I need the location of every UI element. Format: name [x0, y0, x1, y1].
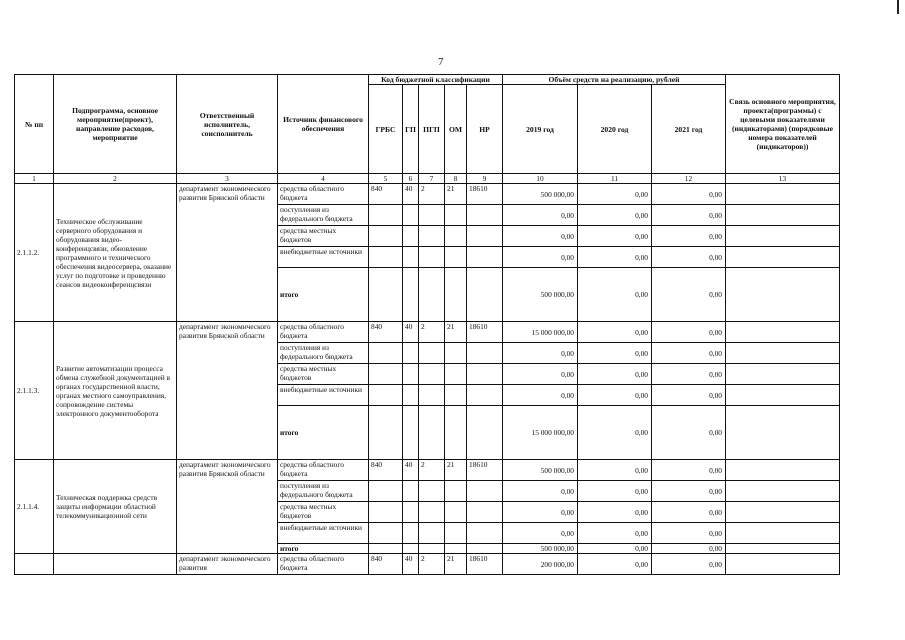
header-grbs: ГРБС [369, 85, 403, 174]
code-gp: 40 [403, 460, 419, 481]
amount-2020: 0,00 [578, 460, 652, 481]
amount-2019: 0,00 [503, 385, 578, 406]
source-regional: средства областного бюджета [278, 460, 369, 481]
column-number: 9 [467, 174, 503, 184]
code-om: 21 [445, 184, 467, 205]
code-om: 21 [445, 554, 467, 575]
total-2020: 0,00 [578, 406, 652, 460]
header-code-group: Код бюджетной классификации [369, 75, 503, 85]
amount-2020: 0,00 [578, 343, 652, 364]
amount-2019: 0,00 [503, 523, 578, 544]
total-2020: 0,00 [578, 268, 652, 322]
amount-2019: 500 000,00 [503, 460, 578, 481]
table-row [15, 554, 840, 575]
code-pgp: 2 [419, 184, 445, 205]
amount-2020: 0,00 [578, 205, 652, 226]
amount-2019: 200 000,00 [503, 554, 578, 575]
source-regional: средства областного бюджета [278, 554, 369, 575]
header-2020: 2020 год [578, 85, 652, 174]
amount-2019: 15 000 000,00 [503, 322, 578, 343]
source-local: средства местных бюджетов [278, 226, 369, 247]
amount-2020: 0,00 [578, 502, 652, 523]
code-grbs: 840 [369, 554, 403, 575]
amount-2021: 0,00 [652, 364, 726, 385]
code-om: 21 [445, 322, 467, 343]
amount-2021: 0,00 [652, 184, 726, 205]
total-2019: 15 000 000,00 [503, 406, 578, 460]
measure-number: 2.1.1.3. [15, 322, 54, 460]
total-2019: 500 000,00 [503, 268, 578, 322]
column-number: 5 [369, 174, 403, 184]
code-gp: 40 [403, 184, 419, 205]
column-number: 2 [54, 174, 177, 184]
code-gp: 40 [403, 322, 419, 343]
code-grbs: 840 [369, 322, 403, 343]
header-source: Источник финансового обеспечения [278, 75, 369, 174]
source-regional: средства областного бюджета [278, 322, 369, 343]
source-federal: поступления из федерального бюджета [278, 343, 369, 364]
measure-responsible: департамент экономического развития Брянской области [177, 460, 278, 554]
measure-responsible: департамент экономического развития Брянской области [177, 322, 278, 460]
code-nr: 18610 [467, 554, 503, 575]
amount-2019: 0,00 [503, 205, 578, 226]
column-number-row [15, 174, 840, 184]
link-cell [726, 343, 840, 364]
column-number: 1 [15, 174, 54, 184]
header-pgp: ПГП [419, 85, 445, 174]
table-row [15, 322, 840, 343]
code-pgp: 2 [419, 554, 445, 575]
link-cell [726, 554, 840, 575]
page-number: 7 [438, 56, 444, 68]
measure-number: 2.1.1.2. [15, 184, 54, 322]
measure-name [54, 554, 177, 575]
header-volume-group: Объём средств на реализацию, рублей [503, 75, 726, 85]
measure-number [15, 554, 54, 575]
column-number: 8 [445, 174, 467, 184]
column-number: 13 [726, 174, 840, 184]
code-gp: 40 [403, 554, 419, 575]
header-2021: 2021 год [652, 85, 726, 174]
column-number: 12 [652, 174, 726, 184]
link-cell [726, 184, 840, 205]
code-om: 21 [445, 460, 467, 481]
measure-responsible: департамент экономического развития Брянской области [177, 184, 278, 322]
amount-2021: 0,00 [652, 460, 726, 481]
source-local: средства местных бюджетов [278, 502, 369, 523]
amount-2021: 0,00 [652, 523, 726, 544]
code-nr: 18610 [467, 460, 503, 481]
amount-2021: 0,00 [652, 247, 726, 268]
measure-number: 2.1.1.4. [15, 460, 54, 554]
link-cell [726, 385, 840, 406]
header-name: Подпрограмма, основное мероприятие(проект), направление расходов, мероприятие [54, 75, 177, 174]
budget-table [14, 74, 840, 575]
amount-2019: 0,00 [503, 502, 578, 523]
table-row [15, 460, 840, 481]
measure-block [15, 184, 840, 322]
measure-responsible: департамент экономического развития [177, 554, 278, 575]
measure-name: Техническое обслуживание серверного оборудования и оборудования видео-конференцсвязи, обновление программного и технического обеспечения видеосервера, оказание услуг по подготовке и проведению сеансов видеоконференцсвязи [54, 184, 177, 322]
source-total: итого [278, 268, 369, 322]
code-pgp: 2 [419, 460, 445, 481]
source-total: итого [278, 406, 369, 460]
link-cell [726, 502, 840, 523]
link-cell [726, 523, 840, 544]
link-cell [726, 364, 840, 385]
column-number: 6 [403, 174, 419, 184]
amount-2021: 0,00 [652, 554, 726, 575]
link-cell [726, 460, 840, 481]
amount-2019: 0,00 [503, 226, 578, 247]
column-number: 3 [177, 174, 278, 184]
code-grbs: 840 [369, 460, 403, 481]
link-cell [726, 268, 840, 322]
amount-2021: 0,00 [652, 226, 726, 247]
measure-name: Техническая поддержка средств защиты информации областной телекоммуникационной сети [54, 460, 177, 554]
amount-2020: 0,00 [578, 226, 652, 247]
measure-name: Развитие автоматизации процесса обмена служебной документацией в органах государственной власти, органах местного самоуправления, сопровождение системы электронного документооборота [54, 322, 177, 460]
measure-block [15, 322, 840, 460]
amount-2020: 0,00 [578, 554, 652, 575]
amount-2019: 0,00 [503, 247, 578, 268]
code-grbs: 840 [369, 184, 403, 205]
header-link: Связь основного мероприятия, проекта(программы) с целевыми показателями (индикаторами) (порядковые номера показателей (индикаторов)) [726, 75, 840, 174]
source-local: средства местных бюджетов [278, 364, 369, 385]
column-number: 11 [578, 174, 652, 184]
header-no: № пп [15, 75, 54, 174]
header-om: ОМ [445, 85, 467, 174]
amount-2020: 0,00 [578, 247, 652, 268]
column-number: 10 [503, 174, 578, 184]
total-2019: 500 000,00 [503, 544, 578, 554]
measure-block [15, 554, 840, 575]
amount-2021: 0,00 [652, 205, 726, 226]
link-cell [726, 247, 840, 268]
amount-2021: 0,00 [652, 385, 726, 406]
source-federal: поступления из федерального бюджета [278, 205, 369, 226]
total-2021: 0,00 [652, 268, 726, 322]
column-number: 7 [419, 174, 445, 184]
link-cell [726, 481, 840, 502]
amount-2020: 0,00 [578, 481, 652, 502]
code-pgp: 2 [419, 322, 445, 343]
total-2020: 0,00 [578, 544, 652, 554]
link-cell [726, 226, 840, 247]
table-row [15, 184, 840, 205]
link-cell [726, 205, 840, 226]
amount-2021: 0,00 [652, 481, 726, 502]
amount-2021: 0,00 [652, 322, 726, 343]
amount-2019: 500 000,00 [503, 184, 578, 205]
amount-2020: 0,00 [578, 385, 652, 406]
margin-mark [897, 0, 899, 14]
source-federal: поступления из федерального бюджета [278, 481, 369, 502]
header-nr: НР [467, 85, 503, 174]
amount-2019: 0,00 [503, 481, 578, 502]
source-total: итого [278, 544, 369, 554]
amount-2021: 0,00 [652, 343, 726, 364]
amount-2019: 0,00 [503, 343, 578, 364]
link-cell [726, 544, 840, 554]
header-2019: 2019 год [503, 85, 578, 174]
code-nr: 18610 [467, 322, 503, 343]
amount-2020: 0,00 [578, 184, 652, 205]
amount-2020: 0,00 [578, 523, 652, 544]
source-extra: внебюджетные источники [278, 247, 369, 268]
header-responsible: Ответственный исполнитель, соисполнитель [177, 75, 278, 174]
header-gp: ГП [403, 85, 419, 174]
amount-2020: 0,00 [578, 322, 652, 343]
total-2021: 0,00 [652, 544, 726, 554]
link-cell [726, 406, 840, 460]
source-extra: внебюджетные источники [278, 523, 369, 544]
source-extra: внебюджетные источники [278, 385, 369, 406]
amount-2020: 0,00 [578, 364, 652, 385]
total-2021: 0,00 [652, 406, 726, 460]
column-number: 4 [278, 174, 369, 184]
code-nr: 18610 [467, 184, 503, 205]
amount-2021: 0,00 [652, 502, 726, 523]
source-regional: средства областного бюджета [278, 184, 369, 205]
amount-2019: 0,00 [503, 364, 578, 385]
measure-block [15, 460, 840, 554]
link-cell [726, 322, 840, 343]
